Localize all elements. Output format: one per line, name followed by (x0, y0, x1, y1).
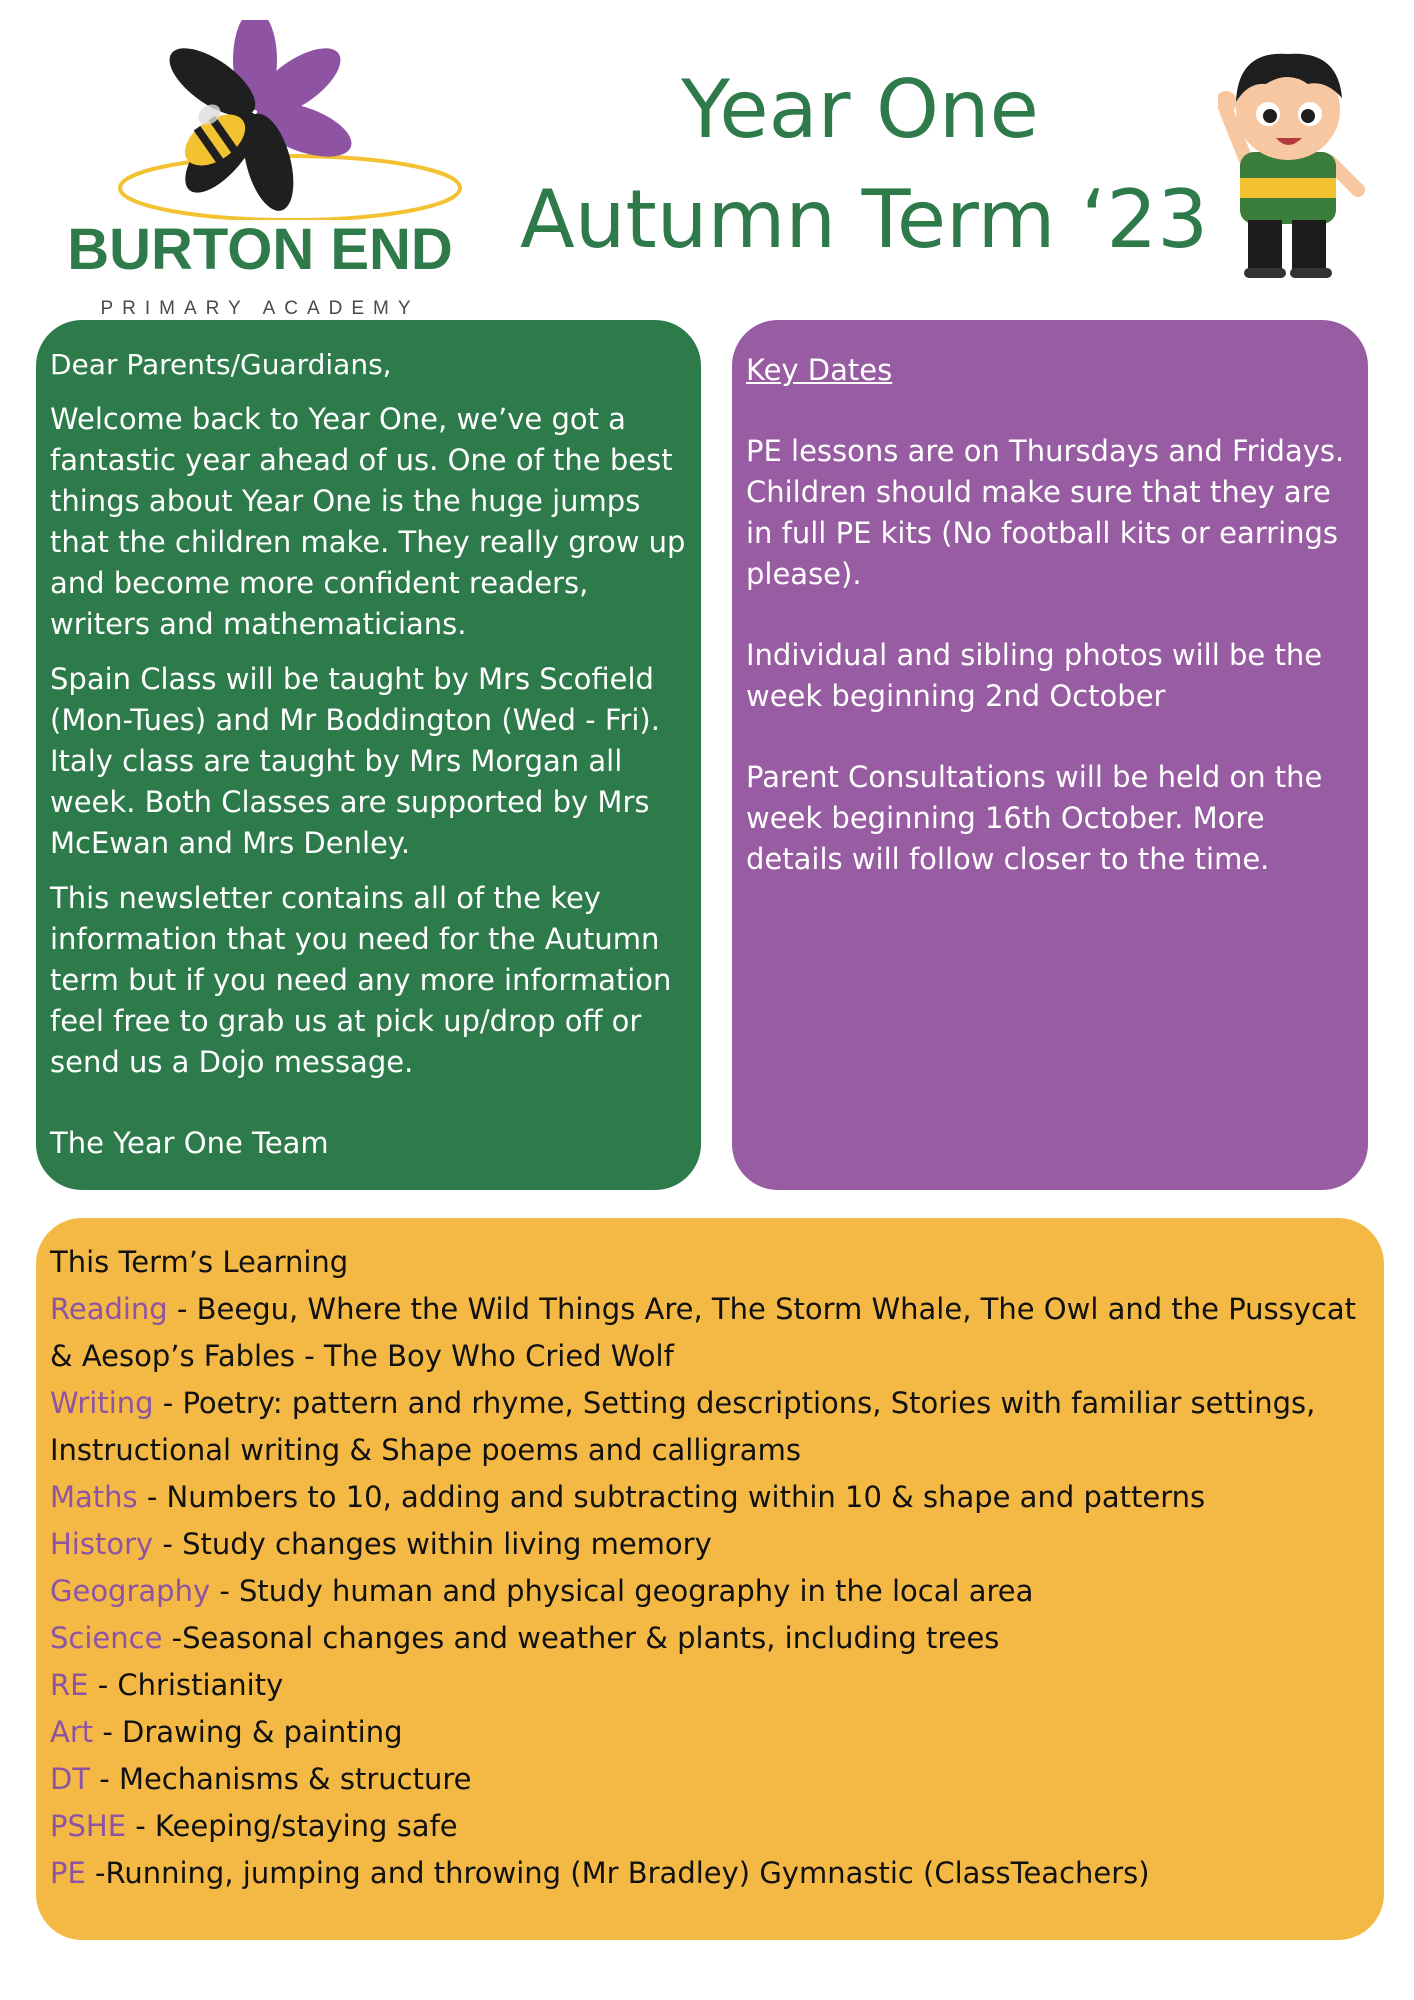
subject-label: RE (50, 1668, 89, 1702)
learning-heading: This Term’s Learning (50, 1245, 349, 1279)
welcome-greeting: Dear Parents/Guardians, (50, 348, 392, 381)
title-line-1: Year One (681, 63, 1039, 156)
subject-label: Reading (50, 1292, 168, 1326)
welcome-paragraph-2: Spain Class will be taught by Mrs Scofield (Mon-Tues) and Mr Boddington (Wed - Fri). Italy class are taught by Mrs Morgan all week. Both Classes are supported by Mrs McEwan and Mrs Denley. (50, 662, 660, 860)
learning-row-re (50, 1662, 1370, 1709)
subject-label: Writing (50, 1386, 154, 1420)
key-dates-panel (732, 320, 1368, 1190)
welcome-signoff: The Year One Team (50, 1126, 329, 1160)
subject-detail: - Numbers to 10, adding and subtracting within 10 & shape and patterns (137, 1480, 1206, 1514)
key-date-item: PE lessons are on Thursdays and Fridays. Children should make sure that they are in full PE kits (No football kits or earrings please). (746, 434, 1345, 591)
welcome-paragraph-3: This newsletter contains all of the key information that you need for the Autumn term but if you need any more information feel free to grab us at pick up/drop off or send us a Dojo message. (50, 881, 672, 1079)
subject-label: Maths (50, 1480, 138, 1514)
title-line-2: Autumn Term ‘23 (520, 173, 1209, 266)
learning-row-pshe (50, 1803, 1370, 1850)
subject-detail: - Study changes within living memory (153, 1527, 712, 1561)
key-date-item: Parent Consultations will be held on the week beginning 16th October. More details will follow closer to the time. (746, 760, 1323, 876)
subject-detail: - Beegu, Where the Wild Things Are, The Storm Whale, The Owl and the Pussycat & Aesop’s Fables - The Boy Who Cried Wolf (50, 1292, 1357, 1373)
flower-bee-logo-icon (40, 20, 480, 220)
learning-row-science (50, 1615, 1370, 1662)
subject-detail: - Poetry: pattern and rhyme, Setting descriptions, Stories with familiar settings, Instructional writing & Shape poems and calligrams (50, 1386, 1316, 1467)
learning-row-reading (50, 1286, 1370, 1380)
learning-row-geography (50, 1568, 1370, 1615)
subject-detail: -Seasonal changes and weather & plants, including trees (162, 1621, 1000, 1655)
subject-label: PSHE (50, 1809, 127, 1843)
learning-row-dt (50, 1756, 1370, 1803)
learning-row-history (50, 1521, 1370, 1568)
logo-school-name: BURTON END (67, 217, 453, 282)
subject-label: PE (50, 1856, 86, 1890)
welcome-paragraph-1: Welcome back to Year One, we’ve got a fantastic year ahead of us. One of the best things about Year One is the huge jumps that the children make. They really grow up and become more confident readers, writers and mathematicians. (50, 402, 686, 641)
welcome-panel (36, 320, 701, 1190)
key-dates-title: Key Dates (746, 353, 893, 387)
subject-detail: -Running, jumping and throwing (Mr Bradley) Gymnastic (ClassTeachers) (85, 1856, 1150, 1890)
subject-detail: - Keeping/staying safe (126, 1809, 458, 1843)
subject-detail: - Christianity (88, 1668, 284, 1702)
subject-detail: - Drawing & painting (93, 1715, 403, 1749)
subject-detail: - Mechanisms & structure (90, 1762, 472, 1796)
subject-label: Geography (50, 1574, 211, 1608)
page-title (520, 55, 1209, 275)
school-logo (40, 20, 480, 319)
learning-row-maths (50, 1474, 1370, 1521)
learning-panel (36, 1218, 1384, 1940)
subject-label: History (50, 1527, 154, 1561)
key-date-item: Individual and sibling photos will be the week beginning 2nd October (746, 638, 1323, 713)
subject-label: DT (50, 1762, 91, 1796)
learning-row-writing (50, 1380, 1370, 1474)
waving-boy-illustration-icon (1218, 40, 1368, 290)
logo-school-subtitle: PRIMARY ACADEMY (100, 298, 420, 319)
learning-row-art (50, 1709, 1370, 1756)
subject-detail: - Study human and physical geography in the local area (210, 1574, 1034, 1608)
subject-label: Science (50, 1621, 163, 1655)
subject-label: Art (50, 1715, 94, 1749)
learning-row-pe (50, 1850, 1370, 1897)
